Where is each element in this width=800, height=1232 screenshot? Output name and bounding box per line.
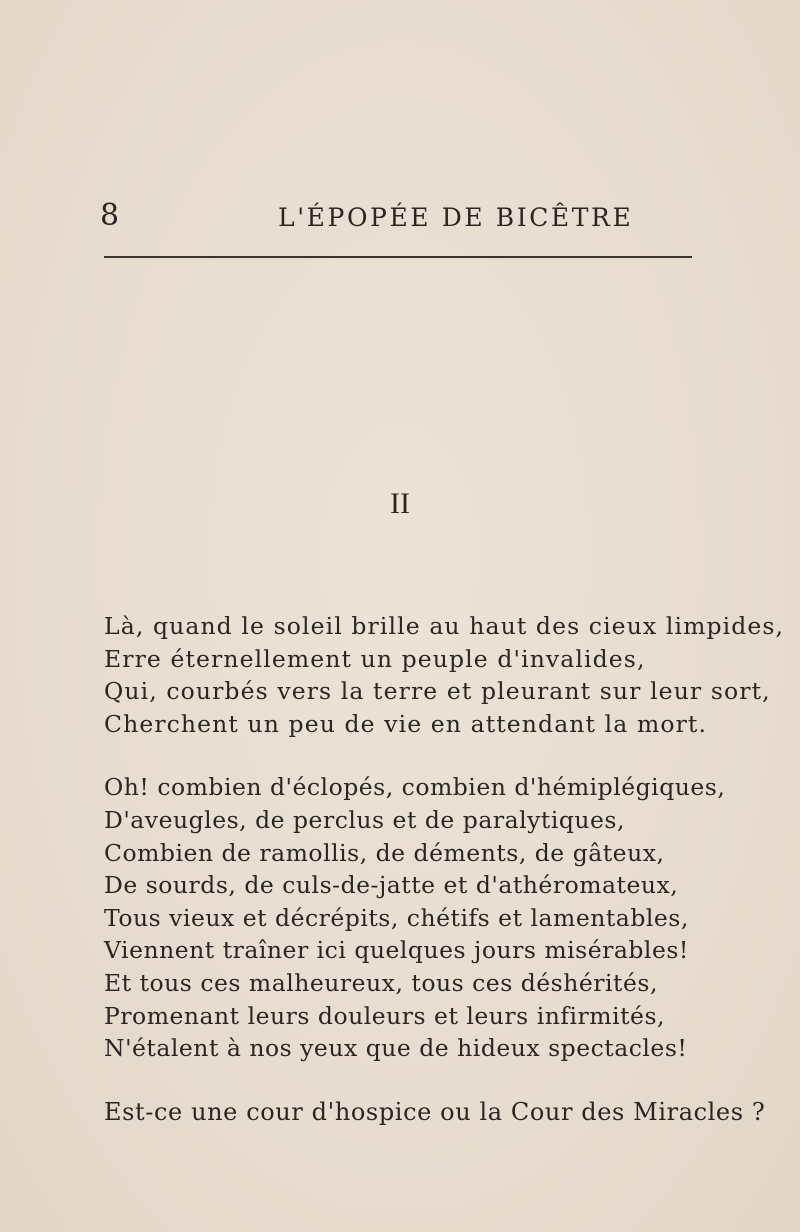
verse-line: D'aveugles, de perclus et de paralytiques, [104,805,625,834]
page-number: 8 [100,198,120,233]
verse-line: Oh! combien d'éclopés, combien d'hémiplégiques, [104,773,726,802]
stanza-3 [104,1096,766,1129]
verse-line: Et tous ces malheureux, tous ces déshérités, [104,968,658,997]
verse-line: Combien de ramollis, de déments, de gâteux, [104,838,665,867]
verse-line: Est-ce une cour d'hospice ou la Cour des Miracles ? [104,1097,766,1126]
running-head-title: L'ÉPOPÉE DE BICÊTRE [278,203,634,232]
verse-line: Promenant leurs douleurs et leurs infirmités, [104,1001,665,1030]
verse-line: Viennent traîner ici quelques jours misérables! [104,936,689,965]
stanza-2 [104,771,726,1064]
verse-line: Cherchent un peu de vie en attendant la mort. [104,709,708,738]
verse-line: De sourds, de culs-de-jatte et d'athéromateux, [104,871,679,900]
verse-line: Qui, courbés vers la terre et pleurant sur leur sort, [104,677,771,706]
verse-line: Tous vieux et décrépits, chétifs et lamentables, [104,903,689,932]
running-head [100,196,695,236]
stanza-1 [104,610,785,740]
poem [104,610,785,1159]
verse-line: Erre éternellement un peuple d'invalides, [104,644,646,673]
header-rule [104,256,692,258]
section-numeral: II [390,487,410,520]
verse-line: Là, quand le soleil brille au haut des cieux limpides, [104,612,785,640]
verse-line: N'étalent à nos yeux que de hideux spectacles! [104,1034,688,1063]
